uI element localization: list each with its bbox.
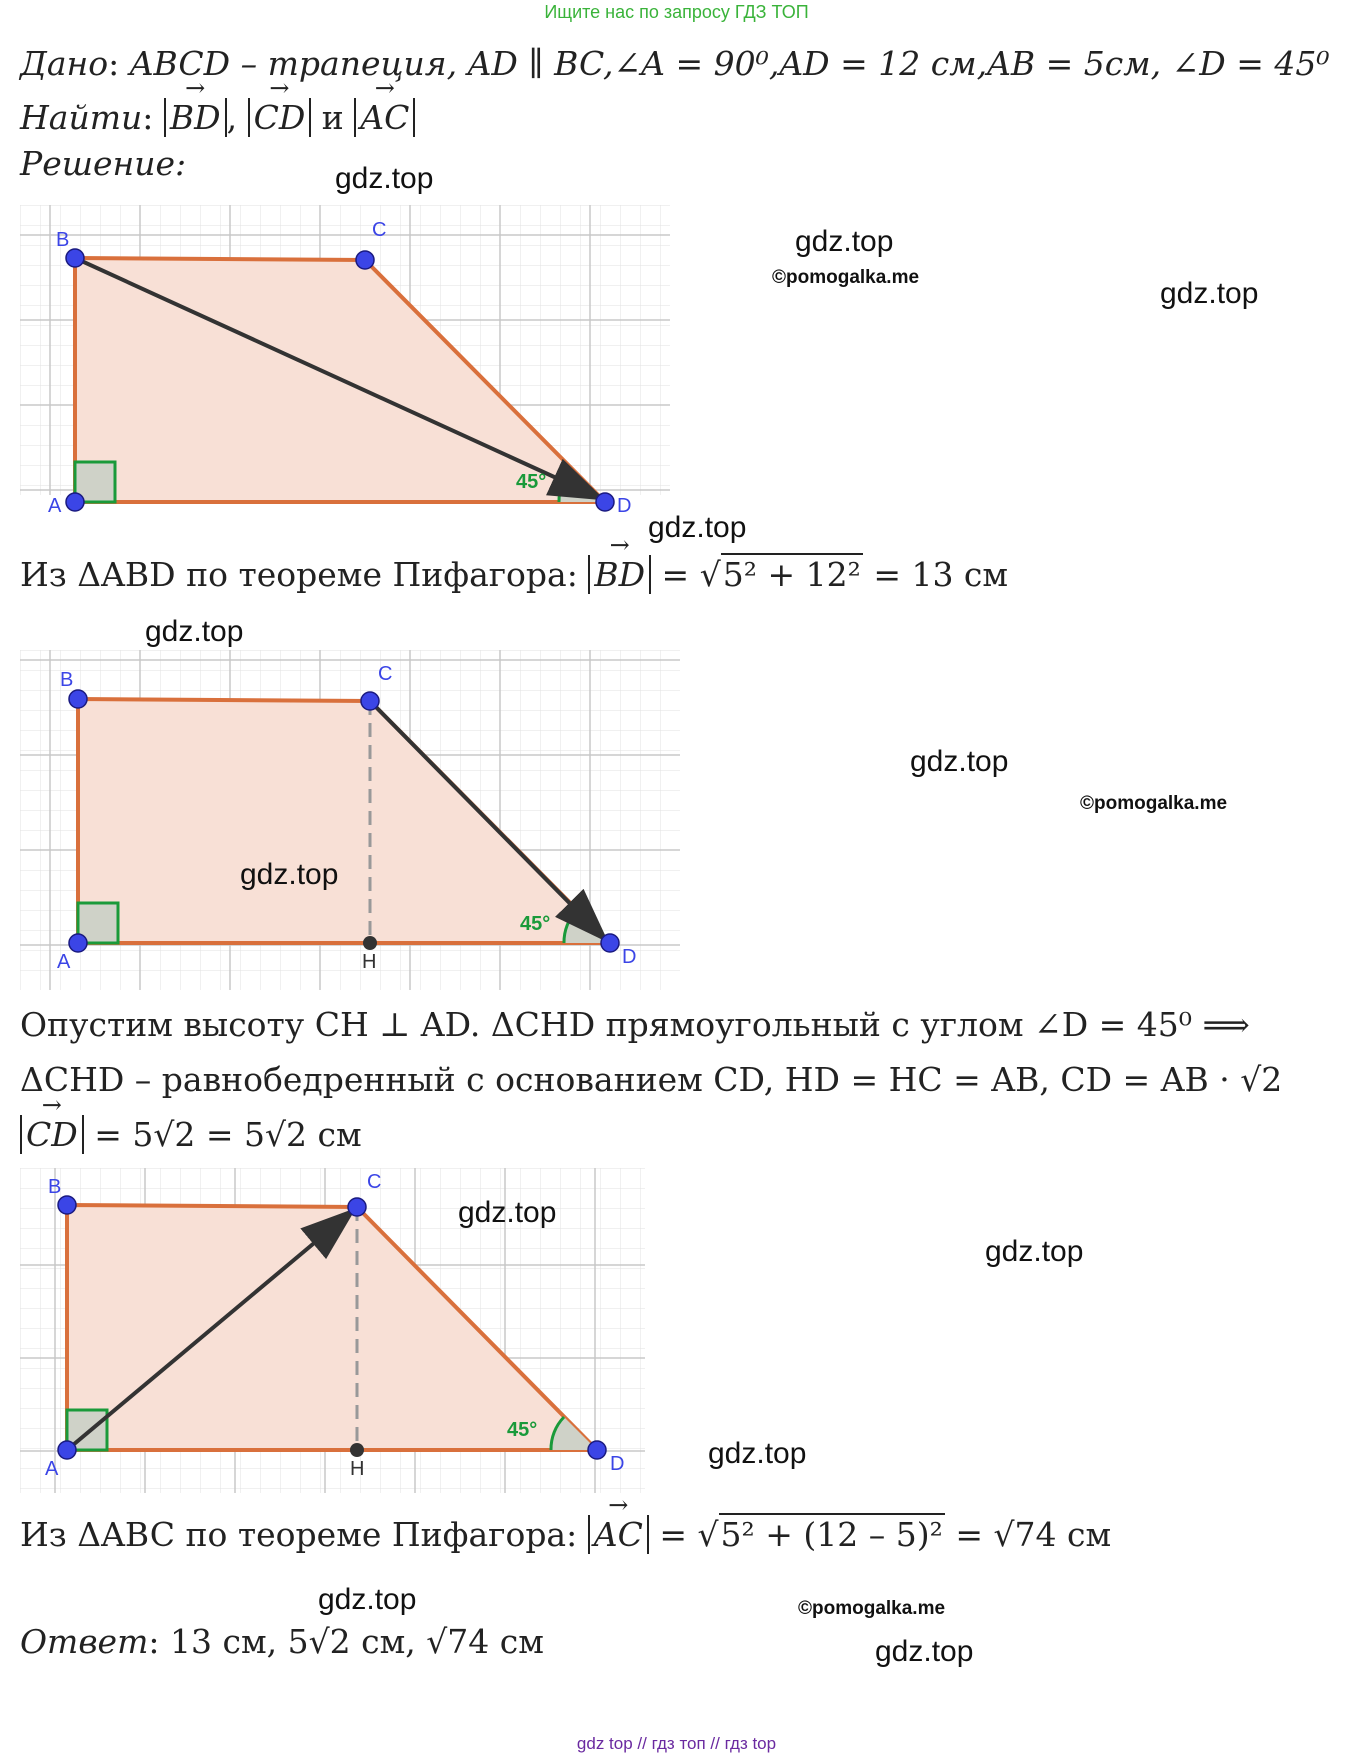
angle-label: 45° [507,1419,538,1441]
watermark-gdz: gdz.top [795,225,894,258]
label-d: D [622,946,637,968]
find-vec-ac: → AC [360,98,409,137]
watermark-gdz: gdz.top [145,615,244,648]
angle-label: 45° [516,471,547,493]
step3-eq: = [659,1515,687,1554]
label-a: A [48,495,62,517]
step3-prefix: Из ΔABC по теореме Пифагора: [20,1515,578,1554]
watermark-copyright: ©pomogalka.me [1080,793,1228,814]
given-line: Дано: ABCD – трапеция, AD ∥ BC,∠A = 90⁰,AD = 12 см,AB = 5см, ∠D = 45⁰ [20,44,1330,83]
label-d: D [617,495,632,517]
watermark-gdz: gdz.top [708,1437,807,1470]
step1-vec: → BD [594,555,645,594]
watermark-copyright: ©pomogalka.me [798,1598,946,1619]
label-b: B [56,229,70,251]
given-label: Дано [20,44,109,83]
step1-root: 5² + 12² [722,555,861,594]
given-text: ABCD – трапеция, AD ∥ BC,∠A = 90⁰,AD = 12 см,AB = 5см, ∠D = 45⁰ [129,44,1330,83]
label-c: C [367,1171,382,1193]
find-line: Найти: → BD , → CD и → AC [20,98,415,137]
label-b: B [60,669,74,691]
step2-result: = 5√2 = 5√2 см [94,1115,362,1154]
watermark-gdz: gdz.top [458,1196,557,1229]
step3-result: = √74 см [955,1515,1112,1554]
find-vec-cd: → CD [254,98,306,137]
step3-line: Из ΔABC по теореме Пифагора: → AC = √5² + (12 – 5)² = √74 см [20,1515,1111,1554]
label-h: H [350,1458,365,1480]
answer-label: Ответ [20,1622,149,1661]
label-a: A [45,1458,59,1480]
step3-vec: → AC [594,1515,643,1554]
label-h: H [362,951,377,973]
angle-label: 45° [520,913,551,935]
top-banner: Ищите нас по запросу ГДЗ ТОП [544,2,809,22]
step2-vec: → CD [26,1115,78,1154]
watermark-copyright: ©pomogalka.me [772,267,920,288]
footer: gdz top // гдз топ // гдз top [576,1734,777,1753]
watermark-gdz: gdz.top [240,858,339,891]
find-vec-bd: → BD [170,98,221,137]
step1-eq: = [661,555,690,594]
figure-1-trapezoid-bd [20,205,670,525]
step2-line1: Опустим высоту CH ⊥ AD. ΔCHD прямоугольный с углом ∠D = 45⁰ ⟹ [20,1005,1250,1044]
solution-label: Решение: [20,144,187,183]
watermark-gdz: gdz.top [318,1583,417,1616]
step2-line3 [20,1115,362,1154]
step3-root: 5² + (12 – 5)² [720,1515,943,1554]
find-and: и [321,98,344,137]
label-b: B [48,1176,62,1198]
find-label: Найти [20,98,143,137]
watermark-gdz: gdz.top [875,1635,974,1668]
step1-result: = 13 см [873,555,1009,594]
label-a: A [57,951,71,973]
watermark-gdz: gdz.top [910,745,1009,778]
answer-text: : 13 см, 5√2 см, √74 см [148,1622,544,1661]
watermark-gdz: gdz.top [1160,277,1259,310]
step1-line: Из ΔABD по теореме Пифагора: → BD = √5² + 12² = 13 см [20,555,1008,594]
label-c: C [378,663,393,685]
watermark-gdz: gdz.top [335,162,434,195]
answer-line [20,1622,544,1661]
figure-2-trapezoid-cd [20,650,680,995]
watermark-gdz: gdz.top [985,1235,1084,1268]
label-c: C [372,219,387,241]
watermark-gdz: gdz.top [648,511,747,544]
label-d: D [610,1453,625,1475]
step2-line2: ΔCHD – равнобедренный с основанием CD, HD = HC = AB, CD = AB · √2 [20,1060,1283,1099]
step1-prefix: Из ΔABD по теореме Пифагора: [20,555,578,594]
